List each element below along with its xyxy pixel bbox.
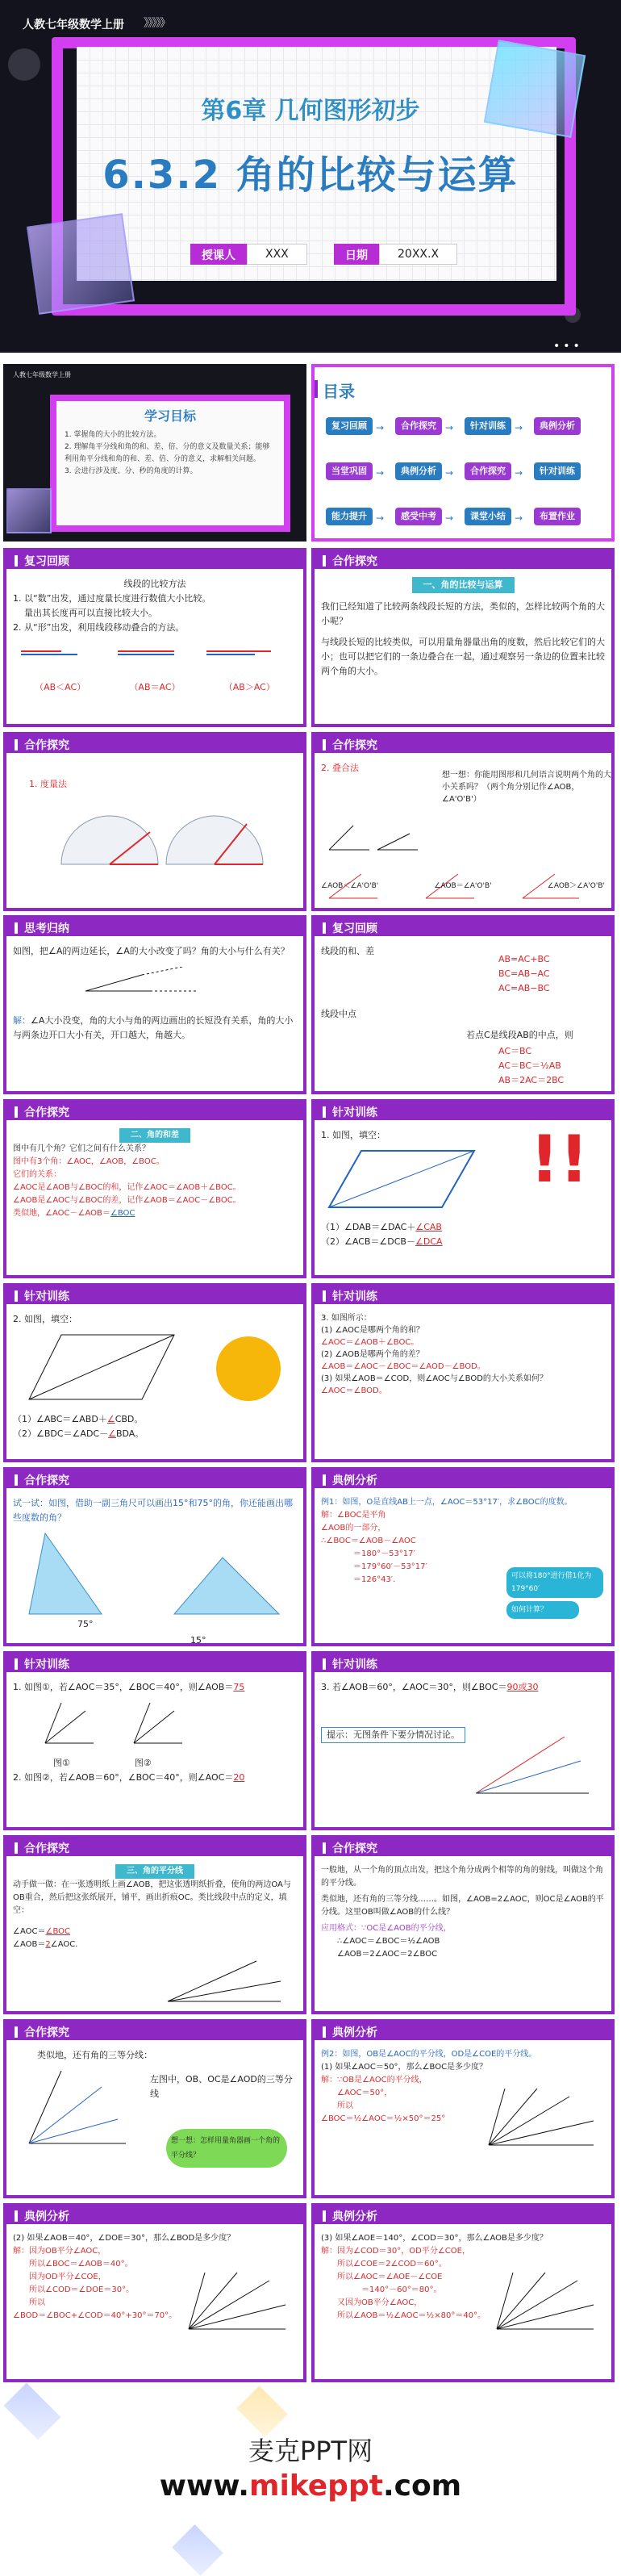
sub-question: (3) 如果∠AOB＝∠COD，则∠AOC与∠BOD的大小关系如何？ xyxy=(321,1374,548,1383)
angle-label: 75° xyxy=(77,1619,94,1629)
slide-header: 合作探究 xyxy=(6,735,303,753)
blank-answer: ∠BOC xyxy=(110,1209,135,1218)
slide-trisector xyxy=(3,2019,306,2198)
question-text: 2. 如图，填空： xyxy=(13,1314,77,1324)
slide-practice-3 xyxy=(311,1283,615,1462)
slide-example-1 xyxy=(311,1467,615,1646)
angle-figure xyxy=(481,2264,602,2337)
slide-header: 思考归纳 xyxy=(6,918,303,936)
slide-overlap-method xyxy=(311,732,615,911)
hint-cloud: 如何计算？ xyxy=(506,1601,579,1619)
sub-question: (2) ∠AOB是哪两个角的差？ xyxy=(321,1350,424,1359)
cube-decoration xyxy=(6,488,52,533)
equation-left: ∠AOC＝ xyxy=(13,1927,46,1936)
slide-toc xyxy=(311,364,615,542)
comparison-label: （AB＜AC） xyxy=(35,682,86,692)
toc-item[interactable]: 布置作业 xyxy=(534,508,581,525)
answer-line: ∠AOC＝∠BOD。 xyxy=(321,1386,387,1395)
goal-item: 2. 理解角平分线和角的和、差、倍、分的意义及数量关系；能够利用角平分线和角的和、差、倍、分的意义，求解相关问题。 xyxy=(65,443,270,463)
sub-question: (3) 如果∠AOE＝140°，∠COD＝30°，那么∠AOB是多少度？ xyxy=(321,2234,548,2243)
slide-example-2b xyxy=(3,2203,306,2382)
slide-set-squares xyxy=(3,1467,306,1646)
slide-practice-4 xyxy=(3,1651,306,1830)
solution-line: 解：∠BOC是平角 xyxy=(321,1511,386,1520)
slide-header: 针对训练 xyxy=(315,1102,611,1120)
paragraph: 我们已经知道了比较两条线段长短的方法，类似的，怎样比较两个角的大小呢？ xyxy=(321,601,605,626)
protractor-figure xyxy=(13,800,303,880)
answer-line: ∠AOC是∠AOB与∠BOC的和，记作∠AOC＝∠AOB＋∠BOC。 xyxy=(13,1183,241,1192)
equation: AB=AC+BC xyxy=(498,954,550,964)
slide-explore-compare xyxy=(311,548,615,727)
explanation: 左图中，OB、OC是∠AOD的三等分线 xyxy=(150,2074,293,2099)
question-text: 1. 如图，填空： xyxy=(321,1130,386,1140)
equation: AC＝BC xyxy=(498,1046,532,1056)
paragraph: 类似地，还有角的三等分线……。如图，∠AOB=2∠AOC，则OC是∠AOB的平分线。这里OB叫做∠AOB的什么线？ xyxy=(321,1895,604,1917)
arrow-icon: → xyxy=(515,422,523,433)
toc-item[interactable]: 典例分析 xyxy=(395,462,442,480)
blank-answer: 75 xyxy=(233,1682,245,1692)
angle-figure xyxy=(468,1729,597,1809)
url-domain: mikeppt xyxy=(248,2469,383,2503)
slide-practice-2 xyxy=(3,1283,306,1462)
toc-item[interactable]: 能力提升 xyxy=(326,508,373,525)
answer-line: ∠AOB是∠AOC与∠BOC的差，记作∠AOB＝∠AOC－∠BOC。 xyxy=(13,1196,241,1205)
cube-decoration xyxy=(27,213,135,315)
question-text: 1. 如图①，若∠AOC＝35°，∠BOC＝40°，则∠AOB＝ xyxy=(13,1682,234,1692)
question-text: 例1：如图，O是直线AB上一点，∠AOC＝53°17′，求∠BOC的度数。 xyxy=(321,1498,573,1507)
question-text: 例2：如图，OB是∠AOC的平分线，OD是∠COE的平分线。 xyxy=(321,2050,537,2059)
slide-goals xyxy=(3,364,306,542)
url-suffix: .com xyxy=(382,2469,462,2503)
decor-diamond xyxy=(172,2524,223,2576)
equation: AC=AB−BC xyxy=(498,983,550,993)
paragraph: 与线段长短的比较类似，可以用量角器量出角的度数，然后比较它们的大小；也可以把它们的一条边叠合在一起，通过观察另一条边的位置来比较两个角的大小。 xyxy=(321,637,605,676)
presenter-value: XXX xyxy=(247,244,307,265)
equation: ∴∠AOC＝∠BOC＝½∠AOB xyxy=(337,1937,440,1946)
goals-paper xyxy=(50,395,290,532)
slide-bisector-def xyxy=(311,1835,615,2014)
exclamation-icon: !! xyxy=(530,1122,589,1197)
slide-measure-method xyxy=(3,732,306,911)
presenter-label: 授课人 xyxy=(190,244,247,265)
toc-title: 目录 xyxy=(323,382,355,401)
paragraph: 动手做一做：在一张透明纸上画∠AOB，把这张透明纸折叠，使角的两边OA与OB重合，然后把这张纸展开，铺平，画出折痕OC。类比线段中点的定义，填空： xyxy=(13,1880,291,1915)
slide-example-2a xyxy=(311,2019,615,2198)
equation: ∠AOB＝2∠AOC＝2∠BOC xyxy=(337,1950,438,1959)
slide-header: 合作探究 xyxy=(6,1102,303,1120)
sub-question: (1) 如果∠AOC＝50°，那么∠BOC是多少度？ xyxy=(321,2063,488,2072)
slide-header: 复习回顾 xyxy=(6,551,303,569)
toc-item[interactable]: 感受中考 xyxy=(395,508,442,525)
arrow-icon: → xyxy=(445,467,454,479)
pager-dots: ••• xyxy=(553,340,583,353)
answer-text: ∠A大小没变，角的大小与角的两边画出的长短没有关系，角的大小与两条边开口大小有关，开口越大，角越大。 xyxy=(13,1015,294,1040)
trisector-figure xyxy=(13,2063,134,2152)
solution-line: 因为OD平分∠COE， xyxy=(29,2273,106,2281)
method-label: 1. 度量法 xyxy=(29,779,67,789)
application-format: 应用格式：∵OC是∠AOB的平分线， xyxy=(321,1924,452,1933)
goals-title: 学习目标 xyxy=(144,408,196,424)
slide-practice-1 xyxy=(311,1099,615,1278)
slide-header: 典例分析 xyxy=(6,2206,303,2224)
answer-line: ∠AOB＝∠AOC－∠BOC＝∠AOD－∠BOD。 xyxy=(321,1362,486,1371)
solution-line: ＝140°－60°＝80°。 xyxy=(361,2285,442,2294)
question-text: 如图，把∠A的两边延长，∠A的大小改变了吗？角的大小与什么有关？ xyxy=(13,946,290,956)
toc-item[interactable]: 合作探究 xyxy=(395,417,442,435)
slide-header: 合作探究 xyxy=(315,735,611,753)
topic-label: 线段的和、差 xyxy=(321,946,374,956)
blank-answer: ∠CAB xyxy=(415,1222,442,1232)
arrow-icon: → xyxy=(445,512,454,524)
arrow-icon: → xyxy=(376,422,385,433)
answer-line: 它们的关系： xyxy=(13,1170,61,1179)
goal-item: 1. 掌握角的大小的比较方法。 xyxy=(65,431,161,439)
answer-tail: BDA。 xyxy=(115,1428,144,1439)
solution-line: 所以∠BOC＝∠AOB＝40°。 xyxy=(29,2260,133,2269)
section-tag: 二、角的和差 xyxy=(119,1128,190,1143)
paragraph: 一般地，从一个角的顶点出发，把这个角分成两个相等的角的射线，叫做这个角的平分线。 xyxy=(321,1866,603,1888)
blank-answer: 90或30 xyxy=(506,1682,539,1692)
solution-line: 所以 xyxy=(337,2101,353,2110)
question-text: 图中有几个角？它们之间有什么关系？ xyxy=(13,1144,150,1153)
slide-think xyxy=(3,915,306,1094)
segment-comparison-figure xyxy=(13,635,303,675)
toc-item[interactable]: 针对训练 xyxy=(534,462,581,480)
subtitle: 线段的比较方法 xyxy=(123,579,186,589)
question-text: 类似地，还有角的三等分线： xyxy=(37,2050,152,2060)
equation: BC=AB−AC xyxy=(498,968,550,979)
toc-item[interactable]: 课堂小结 xyxy=(465,508,511,525)
solution-line: ＝180°－53°17′ xyxy=(353,1549,415,1558)
slide-header: 针对训练 xyxy=(315,1286,611,1304)
answer-line: （2）∠ACB＝∠DCB－ xyxy=(321,1236,415,1247)
angle-figure xyxy=(77,967,239,999)
slide-header: 复习回顾 xyxy=(315,918,611,936)
slide-header: 合作探究 xyxy=(6,1470,303,1488)
slide-header: 典例分析 xyxy=(315,2022,611,2040)
method-label: 2. 叠合法 xyxy=(321,763,359,773)
magnifier-icon xyxy=(216,1336,281,1401)
solution-line: 解：∵OB是∠AOC的平分线， xyxy=(321,2076,427,2085)
hint-box: 提示：无图条件下要分情况讨论。 xyxy=(321,1727,465,1743)
lesson-title: 6.3.2 角的比较与运算 xyxy=(102,153,519,198)
slide-header: 合作探究 xyxy=(6,1838,303,1856)
quadrilateral-figure xyxy=(321,1143,498,1215)
solution-line: 所以∠COE＝2∠COD＝60°。 xyxy=(337,2260,447,2269)
text-line: 量出其长度再可以直接比较大小。 xyxy=(24,608,157,618)
series-label: 人教七年级数学上册 xyxy=(23,19,124,31)
arrow-icon: → xyxy=(376,467,385,479)
toc-accent xyxy=(315,380,318,398)
equation-tail: ∠AOC. xyxy=(50,1940,78,1949)
solution-line: ＝179°60′－53°17′ xyxy=(353,1562,427,1571)
decor-bubble xyxy=(8,48,40,81)
result-label: ∠AOB＝∠A'O'B' xyxy=(434,882,492,890)
arrow-icon: → xyxy=(445,422,454,433)
toc-item[interactable]: 当堂巩固 xyxy=(326,462,373,480)
bisector-figure xyxy=(160,1953,289,2009)
solution-line: ∠AOB的一部分， xyxy=(321,1524,386,1533)
blank-answer: ∠ xyxy=(108,1428,116,1439)
result-label: ∠AOB＜∠A'O'B' xyxy=(321,882,379,890)
cover-slide xyxy=(0,0,621,353)
solution-line: 所以∠AOB＝½∠AOC＝½×80°＝40°。 xyxy=(337,2311,486,2320)
slide-header: 合作探究 xyxy=(315,551,611,569)
date-value: 20XX.X xyxy=(379,244,457,265)
brand-url[interactable] xyxy=(0,2469,621,2503)
blank-answer: ∠ xyxy=(106,1414,115,1424)
question-text: 想一想：你能用图形和几何语言说明两个角的大小关系吗？（两个角分别记作∠AOB，∠A'O'B'） xyxy=(442,771,611,804)
figure-label: 图② xyxy=(134,1758,152,1768)
solution-line: ∠AOC＝50°， xyxy=(337,2089,393,2097)
figure-label: 图① xyxy=(53,1758,70,1768)
slide-bisector xyxy=(3,1835,306,2014)
hint-cloud: 可以将180°进行借1化为179°60′ xyxy=(506,1567,603,1598)
presenter-field xyxy=(190,244,307,265)
chapter-title: 第6章 几何图形初步 xyxy=(201,97,420,125)
solution-line: 所以∠AOC＝∠AOE－∠COE xyxy=(337,2273,443,2281)
equation-left: ∠AOB＝ xyxy=(13,1940,46,1949)
decor-diamond xyxy=(236,2386,288,2437)
blank-answer: 20 xyxy=(233,1772,245,1783)
slide-header: 针对训练 xyxy=(315,1654,611,1672)
slide-header: 针对训练 xyxy=(6,1654,303,1672)
toc-item[interactable]: 复习回顾 xyxy=(326,417,373,435)
text-line: 2. 从“形”出发，利用线段移动叠合的方法。 xyxy=(13,622,185,633)
sub-question: (1) ∠AOC是哪两个角的和？ xyxy=(321,1326,424,1335)
slide-header: 典例分析 xyxy=(315,1470,611,1488)
blank-answer: ∠BOC xyxy=(45,1927,70,1936)
blank-answer: ∠DCA xyxy=(415,1236,443,1247)
slide-review-sum xyxy=(311,915,615,1094)
comparison-label: （AB＝AC） xyxy=(129,682,181,692)
slide-header: 合作探究 xyxy=(6,2022,303,2040)
section-tag: 三、角的平分线 xyxy=(115,1864,194,1879)
answer-line: （1）∠DAB＝∠DAC＋ xyxy=(321,1222,416,1232)
slide-example-2c xyxy=(311,2203,615,2382)
hint-cloud: 想一想：怎样用量角器画一个角的平分线？ xyxy=(166,2129,287,2168)
answer-line: ∠AOC＝∠AOB＋∠BOC。 xyxy=(321,1338,419,1347)
result-label: ∠AOB＞∠A'O'B' xyxy=(547,882,605,890)
slide-practice-5 xyxy=(311,1651,615,1830)
slide-review-segments xyxy=(3,548,306,727)
solution-line: 所以∠COD＝∠DOE＝30°。 xyxy=(29,2285,135,2294)
parallelogram-figure xyxy=(13,1327,190,1407)
angle-label: 15° xyxy=(190,1635,206,1646)
section-tag: 一、角的比较与运算 xyxy=(412,577,515,593)
toc-item[interactable]: 合作探究 xyxy=(465,462,511,480)
question-text: 3. 若∠AOB＝60°，∠AOC＝30°，则∠BOC＝ xyxy=(321,1682,507,1692)
comparison-label: （AB＞AC） xyxy=(223,682,275,692)
slide-header: 典例分析 xyxy=(315,2206,611,2224)
toc-item[interactable]: 针对训练 xyxy=(465,417,511,435)
text-line: 1. 以“数”出发，通过度量长度进行数值大小比较。 xyxy=(13,593,211,604)
solution-line: 解：因为∠COD＝30°，OD平分∠COE， xyxy=(321,2247,470,2256)
answer-line: 图中有3个角：∠AOC，∠AOB，∠BOC。 xyxy=(13,1157,165,1166)
toc-item[interactable]: 典例分析 xyxy=(534,417,581,435)
url-prefix: www. xyxy=(159,2469,249,2503)
arrow-icon: → xyxy=(376,512,385,524)
date-field xyxy=(334,244,457,265)
set-square-figure xyxy=(13,1525,303,1622)
arrow-icon: → xyxy=(515,467,523,479)
solution-line: 又因为OB平分∠AOC， xyxy=(337,2298,423,2307)
date-label: 日期 xyxy=(334,244,379,265)
slide-angle-sum xyxy=(3,1099,306,1278)
solution-line: ∴∠BOC＝∠AOB－∠AOC xyxy=(321,1537,416,1545)
question-text: 试一试：如图，借助一副三角尺可以画出15°和75°的角，你还能画出哪些度数的角？ xyxy=(13,1498,293,1523)
answer-line: （1）∠ABC＝∠ABD＋ xyxy=(13,1414,107,1424)
brand-name: 麦克PPT网 xyxy=(248,2436,373,2466)
arrows-decoration: 》》》》》 xyxy=(144,17,169,30)
answer-line: （2）∠BDC＝∠ADC－ xyxy=(13,1428,109,1439)
midpoint-text: 若点C是线段AB的中点，则 xyxy=(466,1030,573,1040)
sub-question: (2) 如果∠AOB＝40°，∠DOE＝30°，那么∠BOD是多少度？ xyxy=(13,2234,235,2243)
answer-label: 解： xyxy=(13,1015,31,1026)
arrow-icon: → xyxy=(515,512,523,524)
solution-line: 所以 xyxy=(29,2298,45,2307)
blank-answer: 2 xyxy=(45,1940,51,1949)
equation: AC＝BC＝½AB xyxy=(498,1060,561,1071)
question-text: 3. 如图所示： xyxy=(321,1314,372,1323)
topic-label: 线段中点 xyxy=(321,1009,356,1019)
question-text: 2. 如图②，若∠AOB＝60°，∠BOC＝40°，则∠AOC＝ xyxy=(13,1772,234,1783)
angle-figure xyxy=(473,2080,602,2153)
slide-header: 针对训练 xyxy=(6,1286,303,1304)
slide-header: 合作探究 xyxy=(315,1838,611,1856)
solution-line: ＝126°43′. xyxy=(353,1575,396,1584)
series-label: 人教七年级数学上册 xyxy=(13,371,71,378)
answer-tail: CBD。 xyxy=(115,1414,144,1424)
answer-line: 类似地，∠AOC－∠AOB＝ xyxy=(13,1209,110,1218)
equation: AB＝2AC＝2BC xyxy=(498,1075,565,1085)
solution-line: ∠BOC＝½∠AOC＝½×50°＝25° xyxy=(321,2114,446,2123)
angle-figure xyxy=(173,2264,294,2337)
goal-item: 3. 会进行涉及度、分、秒的角度的计算。 xyxy=(65,467,198,475)
solution-line: 解：因为OB平分∠AOC， xyxy=(13,2247,106,2256)
solution-line: ∠BOD＝∠BOC+∠COD＝40°+30°＝70°。 xyxy=(13,2311,177,2320)
angle-figures xyxy=(13,1695,303,1751)
